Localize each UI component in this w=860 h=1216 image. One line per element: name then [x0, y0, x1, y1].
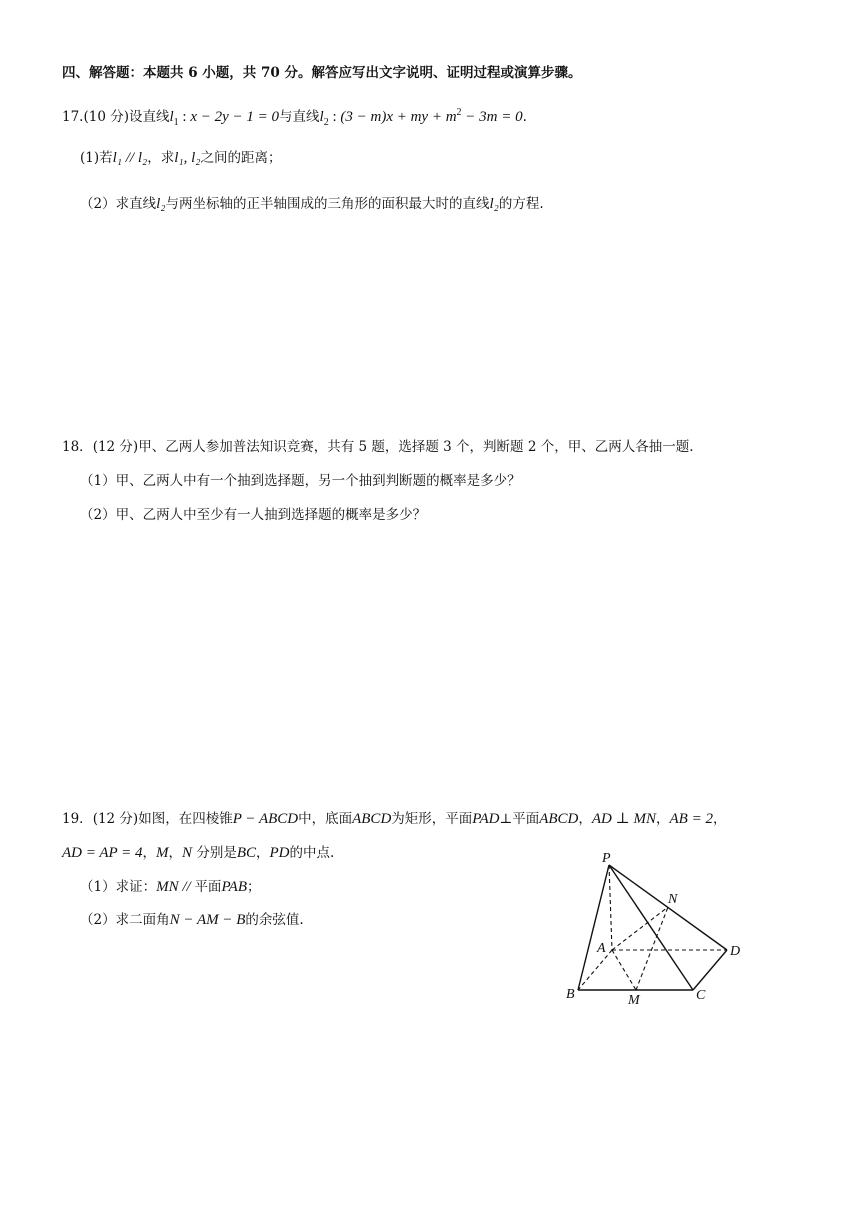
q17-part2: （2）求直线l₂与两坐标轴的正半轴围成的三角形的面积最大时的直线l₂的方程. [80, 196, 544, 212]
q17-part1: (1)若l₁ // l₂，求l₁, l₂之间的距离； [80, 150, 282, 166]
label-c: C [696, 988, 706, 1003]
edge-pc [609, 865, 693, 990]
q18-part1: （1）甲、乙两人中有一个抽到选择题，另一个抽到判断题的概率是多少？ [80, 473, 521, 489]
edge-pa [609, 865, 612, 950]
q17-part1-parallel: l₁ // l₂ [112, 150, 148, 166]
label-p: P [602, 851, 611, 866]
q19-part1: （1）求证：MN // 平面PAB； [80, 879, 261, 895]
edge-am [612, 950, 636, 990]
q17-number: 17. [62, 109, 84, 125]
pyramid-figure [560, 845, 750, 1010]
q19-stem-line1: 19．(12 分)如图，在四棱锥P − ABCD中，底面ABCD为矩形，平面PAD⊥平面ABCD，AD ⊥ MN，AB = 2， [62, 811, 727, 827]
q18-part2: （2）甲、乙两人中至少有一人抽到选择题的概率是多少？ [80, 507, 427, 523]
section-heading: 四、解答题：本题共 6 小题，共 70 分。解答应写出文字说明、证明过程或演算步骤。 [62, 65, 582, 81]
label-d: D [730, 944, 741, 959]
q17-part1-lines: l₁, l₂ [174, 150, 201, 166]
q17-l2-equation: (3 − m)x + my + $m^2 - 3m = 0$ [340, 107, 523, 125]
q18-score: (12 分) [92, 439, 139, 455]
q17-score: (10 分) [83, 109, 129, 125]
label-a: A [597, 941, 606, 956]
q17-l1-equation: x − 2y − 1 = 0 [190, 109, 280, 125]
q19-part2: （2）求二面角N − AM − B的余弦值. [80, 912, 304, 928]
label-b: B [566, 987, 575, 1002]
q19-number: 19． [62, 811, 93, 827]
label-m: M [628, 993, 640, 1008]
label-n: N [668, 892, 678, 907]
q18-stem: 18．(12 分)甲、乙两人参加普法知识竞赛，共有 5 题，选择题 3 个，判断题 2 个，甲、乙两人各抽一题. [62, 439, 694, 455]
q19-score: (12 分) [92, 811, 139, 827]
q17-connector: 与直线 [279, 109, 320, 125]
q17-stem: 17.(10 分)设直线$l_1$ : x − 2y − 1 = 0与直线$l_2$ : (3 − m)x + my + $m^2 - 3m = 0$. [62, 107, 527, 128]
q17-l1: $l_1$ [169, 109, 179, 128]
q17-l2: $l_2$ [319, 109, 329, 128]
q18-number: 18． [62, 439, 93, 455]
q17-intro: 设直线 [129, 109, 170, 125]
q19-stem-line2: AD = AP = 4，M，N 分别是BC，PD的中点. [62, 845, 335, 861]
edge-cd [693, 950, 727, 990]
